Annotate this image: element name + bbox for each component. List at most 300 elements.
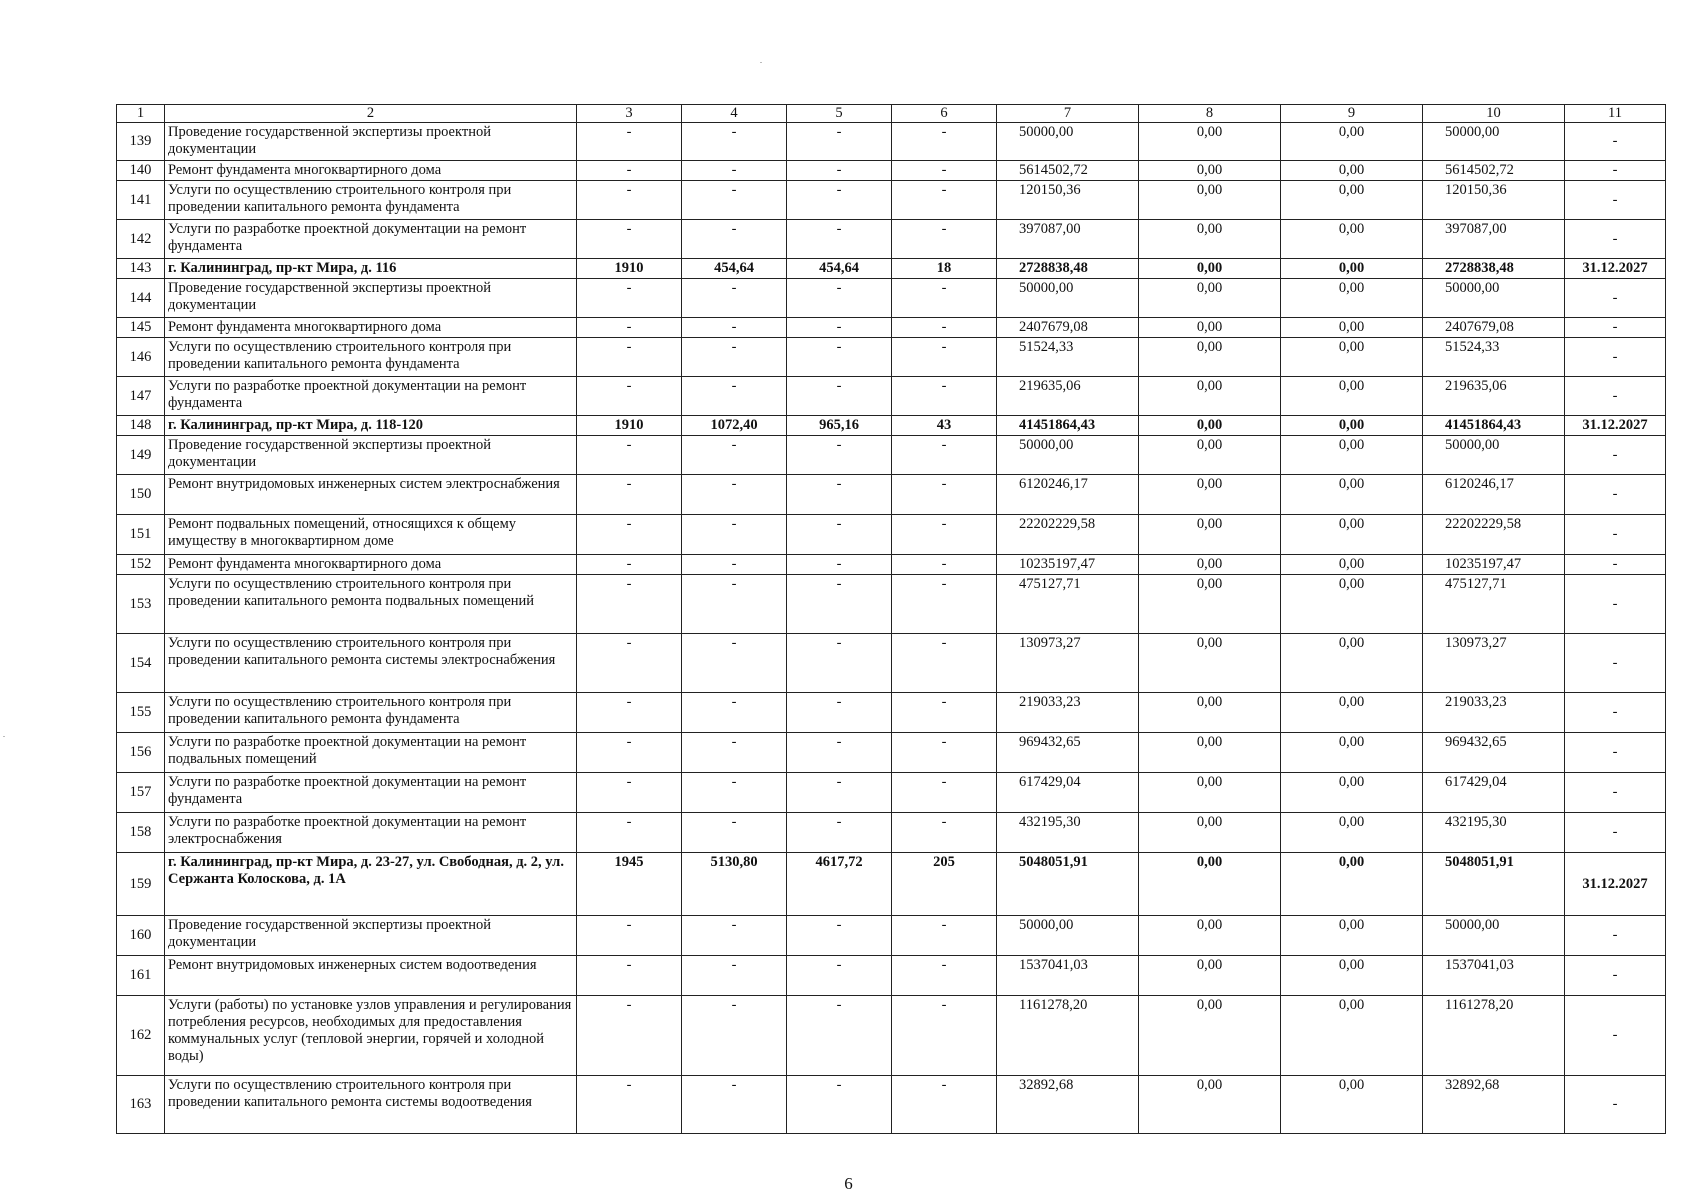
column-number: 7 [997,105,1139,123]
total-cost-cell: 50000,00 [997,436,1139,475]
build-year-cell: - [577,813,682,853]
owner-funds-cell: 50000,00 [1423,123,1565,161]
build-year-cell: - [577,377,682,416]
row-number-cell: 152 [117,555,165,575]
owner-funds-cell: 50000,00 [1423,916,1565,956]
residential-area-cell: - [787,733,892,773]
row-number-cell: 150 [117,475,165,515]
table-body [117,105,1666,1134]
completion-date-cell: - [1565,733,1666,773]
residents-count-cell: - [892,1076,997,1134]
column-number: 6 [892,105,997,123]
table-row [117,377,1666,416]
total-cost-cell: 219033,23 [997,693,1139,733]
residential-area-cell: - [787,436,892,475]
local-funds-cell: 0,00 [1281,956,1423,996]
work-description-cell: г. Калининград, пр-кт Мира, д. 116 [165,259,577,279]
owner-funds-cell: 475127,71 [1423,575,1565,634]
total-cost-cell: 1537041,03 [997,956,1139,996]
residents-count-cell: - [892,956,997,996]
residents-count-cell: - [892,220,997,259]
local-funds-cell: 0,00 [1281,853,1423,916]
row-number-cell: 161 [117,956,165,996]
residents-count-cell: 205 [892,853,997,916]
total-cost-cell: 50000,00 [997,123,1139,161]
row-number-cell: 158 [117,813,165,853]
residents-count-cell: - [892,123,997,161]
address-row [117,259,1666,279]
work-description-cell: Ремонт фундамента многоквартирного дома [165,555,577,575]
table-row [117,575,1666,634]
table-row [117,475,1666,515]
residential-area-cell: - [787,181,892,220]
local-funds-cell: 0,00 [1281,318,1423,338]
subsidy-amount-cell: 0,00 [1139,575,1281,634]
work-description-cell: Ремонт внутридомовых инженерных систем электроснабжения [165,475,577,515]
work-description-cell: Услуги по разработке проектной документации на ремонт электроснабжения [165,813,577,853]
total-cost-cell: 50000,00 [997,279,1139,318]
build-year-cell: - [577,318,682,338]
column-number: 3 [577,105,682,123]
completion-date-cell: - [1565,161,1666,181]
subsidy-amount-cell: 0,00 [1139,693,1281,733]
residential-area-cell: - [787,555,892,575]
table-row [117,956,1666,996]
work-description-cell: Услуги по осуществлению строительного контроля при проведении капитального ремонта системы водоотведения [165,1076,577,1134]
completion-date-cell: - [1565,773,1666,813]
table-row [117,693,1666,733]
owner-funds-cell: 130973,27 [1423,634,1565,693]
total-area-cell: - [682,161,787,181]
subsidy-amount-cell: 0,00 [1139,996,1281,1076]
table-row [117,279,1666,318]
local-funds-cell: 0,00 [1281,161,1423,181]
residential-area-cell: - [787,813,892,853]
table-row [117,634,1666,693]
build-year-cell: 1910 [577,259,682,279]
row-number-cell: 145 [117,318,165,338]
residential-area-cell: - [787,575,892,634]
local-funds-cell: 0,00 [1281,181,1423,220]
row-number-cell: 153 [117,575,165,634]
total-cost-cell: 432195,30 [997,813,1139,853]
local-funds-cell: 0,00 [1281,916,1423,956]
subsidy-amount-cell: 0,00 [1139,733,1281,773]
table-row [117,338,1666,377]
local-funds-cell: 0,00 [1281,555,1423,575]
total-cost-cell: 41451864,43 [997,416,1139,436]
build-year-cell: - [577,181,682,220]
row-number-cell: 140 [117,161,165,181]
build-year-cell: - [577,575,682,634]
work-description-cell: Услуги по разработке проектной документации на ремонт фундамента [165,773,577,813]
local-funds-cell: 0,00 [1281,259,1423,279]
local-funds-cell: 0,00 [1281,813,1423,853]
total-area-cell: - [682,634,787,693]
total-area-cell: - [682,377,787,416]
owner-funds-cell: 2407679,08 [1423,318,1565,338]
build-year-cell: - [577,916,682,956]
residential-area-cell: - [787,161,892,181]
residential-area-cell: - [787,377,892,416]
residential-area-cell: - [787,996,892,1076]
completion-date-cell: - [1565,1076,1666,1134]
residents-count-cell: - [892,693,997,733]
total-cost-cell: 5048051,91 [997,853,1139,916]
build-year-cell: - [577,436,682,475]
column-number: 1 [117,105,165,123]
total-cost-cell: 130973,27 [997,634,1139,693]
total-area-cell: - [682,813,787,853]
total-cost-cell: 2728838,48 [997,259,1139,279]
residential-area-cell: - [787,1076,892,1134]
total-area-cell: - [682,693,787,733]
residential-area-cell: - [787,279,892,318]
residents-count-cell: - [892,475,997,515]
total-cost-cell: 219635,06 [997,377,1139,416]
build-year-cell: - [577,773,682,813]
owner-funds-cell: 432195,30 [1423,813,1565,853]
column-number: 5 [787,105,892,123]
owner-funds-cell: 120150,36 [1423,181,1565,220]
table-row [117,916,1666,956]
work-description-cell: Ремонт внутридомовых инженерных систем водоотведения [165,956,577,996]
owner-funds-cell: 617429,04 [1423,773,1565,813]
residents-count-cell: - [892,279,997,318]
subsidy-amount-cell: 0,00 [1139,555,1281,575]
subsidy-amount-cell: 0,00 [1139,813,1281,853]
work-description-cell: Услуги по разработке проектной документации на ремонт подвальных помещений [165,733,577,773]
local-funds-cell: 0,00 [1281,515,1423,555]
total-cost-cell: 475127,71 [997,575,1139,634]
column-number: 10 [1423,105,1565,123]
completion-date-cell: 31.12.2027 [1565,416,1666,436]
row-number-cell: 142 [117,220,165,259]
owner-funds-cell: 219033,23 [1423,693,1565,733]
completion-date-cell: - [1565,475,1666,515]
owner-funds-cell: 51524,33 [1423,338,1565,377]
build-year-cell: 1945 [577,853,682,916]
subsidy-amount-cell: 0,00 [1139,220,1281,259]
row-number-cell: 144 [117,279,165,318]
residents-count-cell: - [892,338,997,377]
table-row [117,1076,1666,1134]
address-row [117,416,1666,436]
build-year-cell: - [577,338,682,377]
capital-repair-table [116,104,1666,1134]
completion-date-cell: - [1565,693,1666,733]
residential-area-cell: 4617,72 [787,853,892,916]
completion-date-cell: - [1565,813,1666,853]
table-row [117,181,1666,220]
completion-date-cell: - [1565,181,1666,220]
local-funds-cell: 0,00 [1281,1076,1423,1134]
subsidy-amount-cell: 0,00 [1139,515,1281,555]
owner-funds-cell: 1537041,03 [1423,956,1565,996]
completion-date-cell: - [1565,956,1666,996]
residents-count-cell: - [892,377,997,416]
row-number-cell: 151 [117,515,165,555]
residential-area-cell: - [787,693,892,733]
owner-funds-cell: 1161278,20 [1423,996,1565,1076]
table-row [117,555,1666,575]
total-cost-cell: 969432,65 [997,733,1139,773]
residents-count-cell: - [892,916,997,956]
total-cost-cell: 51524,33 [997,338,1139,377]
residents-count-cell: - [892,318,997,338]
row-number-cell: 157 [117,773,165,813]
subsidy-amount-cell: 0,00 [1139,181,1281,220]
residents-count-cell: - [892,733,997,773]
build-year-cell: 1910 [577,416,682,436]
total-area-cell: - [682,1076,787,1134]
total-area-cell: - [682,555,787,575]
total-area-cell: - [682,773,787,813]
completion-date-cell: - [1565,575,1666,634]
row-number-cell: 139 [117,123,165,161]
table-row [117,996,1666,1076]
row-number-cell: 149 [117,436,165,475]
table-row [117,813,1666,853]
residential-area-cell: 965,16 [787,416,892,436]
residents-count-cell: - [892,181,997,220]
work-description-cell: г. Калининград, пр-кт Мира, д. 118-120 [165,416,577,436]
build-year-cell: - [577,956,682,996]
total-area-cell: 5130,80 [682,853,787,916]
total-area-cell: - [682,436,787,475]
row-number-cell: 143 [117,259,165,279]
total-cost-cell: 120150,36 [997,181,1139,220]
build-year-cell: - [577,220,682,259]
subsidy-amount-cell: 0,00 [1139,436,1281,475]
residential-area-cell: - [787,916,892,956]
local-funds-cell: 0,00 [1281,634,1423,693]
build-year-cell: - [577,123,682,161]
total-area-cell: 1072,40 [682,416,787,436]
total-cost-cell: 50000,00 [997,916,1139,956]
residents-count-cell: - [892,996,997,1076]
row-number-cell: 146 [117,338,165,377]
local-funds-cell: 0,00 [1281,475,1423,515]
local-funds-cell: 0,00 [1281,416,1423,436]
residents-count-cell: - [892,436,997,475]
owner-funds-cell: 50000,00 [1423,436,1565,475]
local-funds-cell: 0,00 [1281,279,1423,318]
local-funds-cell: 0,00 [1281,220,1423,259]
table-row [117,733,1666,773]
residents-count-cell: - [892,813,997,853]
table-row [117,773,1666,813]
local-funds-cell: 0,00 [1281,693,1423,733]
owner-funds-cell: 50000,00 [1423,279,1565,318]
local-funds-cell: 0,00 [1281,436,1423,475]
owner-funds-cell: 5614502,72 [1423,161,1565,181]
work-description-cell: Ремонт фундамента многоквартирного дома [165,318,577,338]
total-cost-cell: 2407679,08 [997,318,1139,338]
total-area-cell: - [682,733,787,773]
row-number-cell: 148 [117,416,165,436]
residents-count-cell: - [892,161,997,181]
total-area-cell: - [682,318,787,338]
subsidy-amount-cell: 0,00 [1139,338,1281,377]
completion-date-cell: - [1565,377,1666,416]
residents-count-cell: 18 [892,259,997,279]
work-description-cell: Ремонт подвальных помещений, относящихся к общему имуществу в многоквартирном доме [165,515,577,555]
completion-date-cell: - [1565,515,1666,555]
total-area-cell: - [682,956,787,996]
completion-date-cell: - [1565,634,1666,693]
residential-area-cell: - [787,123,892,161]
completion-date-cell: - [1565,916,1666,956]
local-funds-cell: 0,00 [1281,377,1423,416]
column-number: 4 [682,105,787,123]
subsidy-amount-cell: 0,00 [1139,1076,1281,1134]
residential-area-cell: - [787,956,892,996]
build-year-cell: - [577,279,682,318]
work-description-cell: Услуги (работы) по установке узлов управления и регулирования потребления ресурсов, необходимых для предоставления коммунальных услуг (тепловой энергии, горячей и холодной воды) [165,996,577,1076]
total-cost-cell: 397087,00 [997,220,1139,259]
total-area-cell: - [682,575,787,634]
total-cost-cell: 1161278,20 [997,996,1139,1076]
residents-count-cell: - [892,575,997,634]
subsidy-amount-cell: 0,00 [1139,634,1281,693]
work-description-cell: Проведение государственной экспертизы проектной документации [165,279,577,318]
build-year-cell: - [577,515,682,555]
subsidy-amount-cell: 0,00 [1139,377,1281,416]
table-row [117,220,1666,259]
completion-date-cell: - [1565,220,1666,259]
total-area-cell: - [682,279,787,318]
total-area-cell: - [682,181,787,220]
row-number-cell: 156 [117,733,165,773]
owner-funds-cell: 32892,68 [1423,1076,1565,1134]
residents-count-cell: - [892,515,997,555]
residential-area-cell: - [787,475,892,515]
local-funds-cell: 0,00 [1281,338,1423,377]
completion-date-cell: - [1565,338,1666,377]
total-cost-cell: 22202229,58 [997,515,1139,555]
completion-date-cell: 31.12.2027 [1565,259,1666,279]
total-area-cell: - [682,220,787,259]
table-row [117,161,1666,181]
owner-funds-cell: 2728838,48 [1423,259,1565,279]
work-description-cell: г. Калининград, пр-кт Мира, д. 23-27, ул. Свободная, д. 2, ул. Сержанта Колоскова, д. 1А [165,853,577,916]
residential-area-cell: 454,64 [787,259,892,279]
work-description-cell: Проведение государственной экспертизы проектной документации [165,436,577,475]
table-row [117,318,1666,338]
completion-date-cell: - [1565,555,1666,575]
local-funds-cell: 0,00 [1281,575,1423,634]
work-description-cell: Услуги по разработке проектной документации на ремонт фундамента [165,220,577,259]
column-number: 8 [1139,105,1281,123]
row-number-cell: 162 [117,996,165,1076]
completion-date-cell: - [1565,996,1666,1076]
work-description-cell: Услуги по осуществлению строительного контроля при проведении капитального ремонта подвальных помещений [165,575,577,634]
work-description-cell: Услуги по осуществлению строительного контроля при проведении капитального ремонта фундамента [165,693,577,733]
table-row [117,436,1666,475]
work-description-cell: Услуги по разработке проектной документации на ремонт фундамента [165,377,577,416]
completion-date-cell: - [1565,436,1666,475]
build-year-cell: - [577,634,682,693]
total-area-cell: - [682,338,787,377]
row-number-cell: 154 [117,634,165,693]
residential-area-cell: - [787,338,892,377]
work-description-cell: Услуги по осуществлению строительного контроля при проведении капитального ремонта фундамента [165,181,577,220]
table-row [117,123,1666,161]
build-year-cell: - [577,475,682,515]
completion-date-cell: - [1565,123,1666,161]
completion-date-cell: - [1565,318,1666,338]
residential-area-cell: - [787,220,892,259]
subsidy-amount-cell: 0,00 [1139,161,1281,181]
total-cost-cell: 10235197,47 [997,555,1139,575]
address-row [117,853,1666,916]
column-number-row [117,105,1666,123]
total-area-cell: - [682,515,787,555]
subsidy-amount-cell: 0,00 [1139,916,1281,956]
build-year-cell: - [577,996,682,1076]
subsidy-amount-cell: 0,00 [1139,956,1281,996]
subsidy-amount-cell: 0,00 [1139,123,1281,161]
row-number-cell: 147 [117,377,165,416]
completion-date-cell: - [1565,279,1666,318]
residential-area-cell: - [787,634,892,693]
page-number: 6 [844,1174,853,1193]
total-cost-cell: 617429,04 [997,773,1139,813]
build-year-cell: - [577,161,682,181]
build-year-cell: - [577,1076,682,1134]
work-description-cell: Проведение государственной экспертизы проектной документации [165,123,577,161]
subsidy-amount-cell: 0,00 [1139,475,1281,515]
row-number-cell: 155 [117,693,165,733]
total-cost-cell: 32892,68 [997,1076,1139,1134]
build-year-cell: - [577,733,682,773]
owner-funds-cell: 6120246,17 [1423,475,1565,515]
owner-funds-cell: 41451864,43 [1423,416,1565,436]
subsidy-amount-cell: 0,00 [1139,318,1281,338]
total-cost-cell: 6120246,17 [997,475,1139,515]
local-funds-cell: 0,00 [1281,733,1423,773]
residents-count-cell: 43 [892,416,997,436]
residents-count-cell: - [892,555,997,575]
work-description-cell: Услуги по осуществлению строительного контроля при проведении капитального ремонта фундамента [165,338,577,377]
build-year-cell: - [577,555,682,575]
row-number-cell: 160 [117,916,165,956]
total-area-cell: - [682,123,787,161]
total-area-cell: - [682,996,787,1076]
total-cost-cell: 5614502,72 [997,161,1139,181]
column-number: 11 [1565,105,1666,123]
owner-funds-cell: 397087,00 [1423,220,1565,259]
local-funds-cell: 0,00 [1281,123,1423,161]
subsidy-amount-cell: 0,00 [1139,416,1281,436]
completion-date-cell: 31.12.2027 [1565,853,1666,916]
row-number-cell: 141 [117,181,165,220]
residents-count-cell: - [892,634,997,693]
column-number: 2 [165,105,577,123]
owner-funds-cell: 219635,06 [1423,377,1565,416]
owner-funds-cell: 969432,65 [1423,733,1565,773]
residential-area-cell: - [787,318,892,338]
work-description-cell: Услуги по осуществлению строительного контроля при проведении капитального ремонта системы электроснабжения [165,634,577,693]
row-number-cell: 159 [117,853,165,916]
subsidy-amount-cell: 0,00 [1139,853,1281,916]
work-description-cell: Ремонт фундамента многоквартирного дома [165,161,577,181]
owner-funds-cell: 5048051,91 [1423,853,1565,916]
total-area-cell: - [682,475,787,515]
build-year-cell: - [577,693,682,733]
table-row [117,515,1666,555]
